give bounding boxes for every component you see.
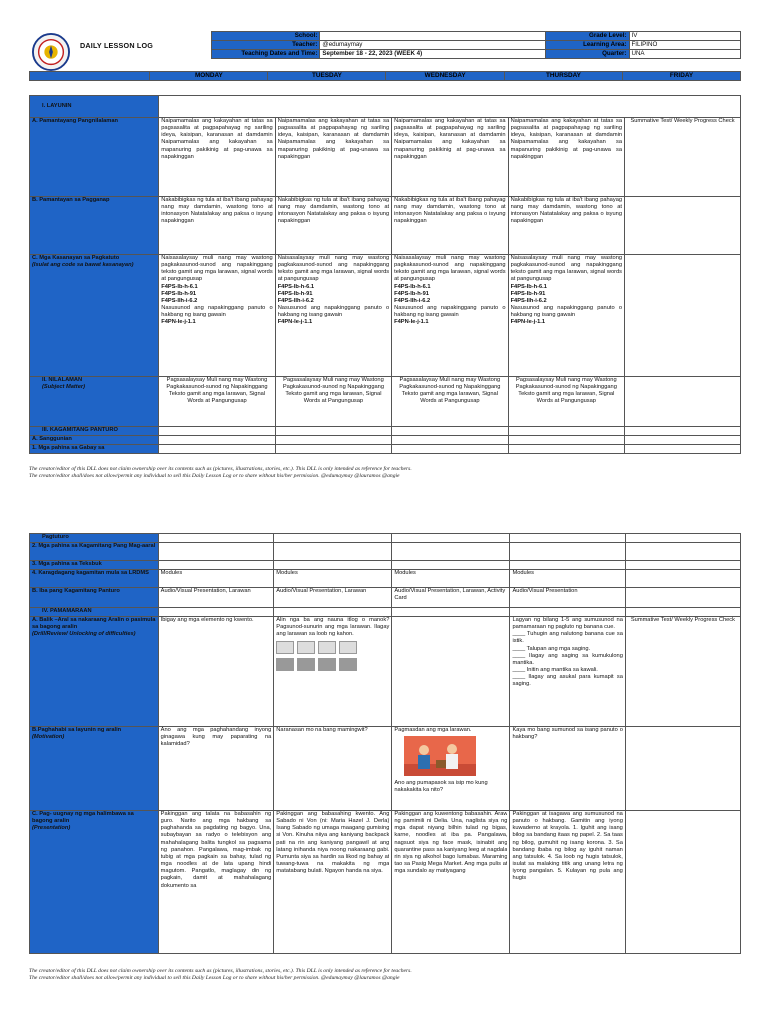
lrdms-wednesday: Modules	[392, 570, 510, 588]
thu-step-4: ____ Initin ang mantika sa kawali.	[512, 667, 598, 674]
pag-uugnay-subtitle: (Presentation)	[32, 825, 71, 832]
quarter-label: Quarter:	[546, 50, 629, 59]
c-code-4: F4PN-Ie-j-1.1	[510, 319, 546, 326]
gabay-guro-label: 1. Mga pahina sa Gabay sa	[30, 445, 159, 454]
grade-level-label: Grade Level:	[546, 32, 629, 41]
day-friday: FRIDAY	[623, 72, 741, 81]
c-objective-2: Nasusunod ang napakinggang panuto o hakbang ng isang gawain	[394, 305, 506, 319]
nilalaman-label	[30, 377, 159, 427]
sequence-images	[276, 641, 389, 654]
kasanayan-subtitle: (Isulat ang code sa bawat kasanayan)	[32, 262, 134, 269]
c-code-4: F4PN-Ie-j-1.1	[277, 319, 313, 326]
balik-aral-title: A. Balik –Aral sa nakaraang Aralin o pasimula sa bagong aralin	[32, 617, 156, 631]
c-objective-2: Nasusunod ang napakinggang panuto o hakbang ng isang gawain	[277, 305, 390, 319]
school-label: School:	[212, 32, 320, 41]
footer-ownership: The creator/editor of this DLL does not claim ownership over its contents such as (pictures, illustrations, stories, etc.). This DLL is only intended as reference for teachers.	[29, 466, 412, 472]
c-wednesday	[392, 255, 508, 377]
pamantayang-pangnilalaman-label: A. Pamantayang Pangnilalaman	[30, 118, 159, 197]
b-monday: Nakabibigkas ng tula at iba't ibang pahayag nang may damdamin, wastong tono at intonasyon Natatalakay ang paksa o isyung napakinggan	[159, 197, 275, 255]
ugn-monday-text: Pakinggan ang talata na babasahin ng guro. Narito ang mga hakbang sa paghahanda sa pagdating ng bagyo. Una, subaybayan sa radyo o telebisyon ang mahahalagang balita tungkol sa pagsama ng panahon. Pangalawa, mag-imbak ng tubig at mga pagkain sa bahay, tulad ng mga noodles at de lata upang hindi magutom. Pangatlo, maglagay din ng pagkain, damit at mahahalagang dokumento sa	[160, 811, 272, 889]
c-objective-2: Nasusunod ang napakinggang panuto o hakbang ng isang gawain	[510, 305, 623, 319]
sanggunian-label: A. Sanggunian	[30, 436, 159, 445]
thu-step-1: ____ Tuhugin ang nalutong banana cue sa istik.	[512, 631, 623, 645]
b-thursday: Nakabibigkas ng tula at iba't ibang pahayag nang may damdamin, wastong tono at intonasyon Natatalakay ang paksa o isyung napakinggan	[508, 197, 624, 255]
grade-level-value: IV	[629, 32, 741, 41]
c-code-1: F4PS-Ib-h-6.1	[277, 283, 315, 290]
pag-uugnay-label	[30, 811, 159, 954]
school-seal-logo	[32, 33, 70, 71]
pag-thursday: Kaya mo bang sumunod sa isang panuto o hakbang?	[510, 727, 625, 811]
footer-disclaimer-1	[29, 466, 412, 480]
nil-friday	[625, 377, 741, 427]
a-thursday: Naipamamalas ang kakayahan at tatas sa pagsasalita at pagpapahayag ng sariling ideya, kaisipan, karanasan at damdamin Naipamamalas ang kakayahan sa mapanuring pakikinig at pag-unawa sa napakinggan	[508, 118, 624, 197]
balik-friday: Summative Test/ Weekly Progress Check	[625, 617, 740, 727]
balik-tuesday-text: Alin nga ba ang nauna itlog o manok? Pagsunod-sunurin ang mga larawan. Ilagay ang larawan sa loob ng kahon.	[276, 617, 390, 638]
lrdms-friday	[625, 570, 740, 588]
balik-aral-label	[30, 617, 159, 727]
lrdms-monday: Modules	[158, 570, 274, 588]
day-monday: MONDAY	[150, 72, 268, 81]
pamantayan-sa-pagganap-label: B. Pamantayan sa Pagganap	[30, 197, 159, 255]
c-code-4: F4PN-Ie-j-1.1	[161, 319, 196, 326]
iba-tuesday: Audio/Visual Presentation, Larawan	[274, 588, 392, 608]
nilalaman-title: II. NILALAMAN	[42, 377, 83, 383]
answer-box-2	[297, 658, 315, 671]
day-wednesday: WEDNESDAY	[386, 72, 504, 81]
c-code-3: F4PS-IIh-i-6.2	[161, 297, 198, 304]
c-code-1: F4PS-Ib-h-6.1	[161, 283, 198, 290]
c-code-2: F4PS-Ib-h-91	[161, 290, 197, 297]
ugn-friday	[625, 811, 740, 954]
layunin-heading: I. LAYUNIN	[30, 96, 159, 118]
pag-wed-instruction: Pagmasdan ang mga larawan.	[394, 727, 472, 733]
lrdms-label: 4. Karagdagang kagamitan mula sa LRDMS	[30, 570, 159, 588]
iba-thursday: Audio/Visual Presentation	[510, 588, 625, 608]
teacher-value: @edumaymay	[320, 41, 546, 50]
thu-step-5: ____ Ilagay ang asukal para kumapit sa saging.	[512, 674, 623, 688]
footer-permission: The creator/editor shall/does not allow/permit any individual to sell this Daily Lesson Log or to share without his/her permission. @edumaymay @lauramos @angie	[29, 975, 400, 981]
a-monday: Naipamamalas ang kakayahan at tatas sa pagsasalita at pagpapahayag ng sariling ideya, kaisipan, karanasan at damdamin Naipamamalas ang kakayahan sa mapanuring pakikinig at pag-unawa sa napakinggan	[159, 118, 275, 197]
c-code-3: F4PS-IIh-i-6.2	[277, 297, 314, 304]
dates-value: September 18 - 22, 2023 (WEEK 4)	[320, 50, 546, 59]
a-friday: Summative Test/ Weekly Progress Check	[625, 118, 741, 197]
thu-step-2: ____ Talupan ang mga saging.	[512, 645, 591, 652]
dates-label: Teaching Dates and Time:	[212, 50, 320, 59]
header-info-table	[211, 31, 741, 59]
footer-disclaimer-2	[29, 968, 412, 982]
answer-box-1	[276, 658, 294, 671]
balik-aral-subtitle: (Drill/Review/ Unlocking of difficulties)	[32, 631, 136, 638]
paghahabi-label	[30, 727, 159, 811]
answer-boxes	[276, 658, 389, 671]
ugn-thursday	[510, 811, 625, 954]
c-objective-1: Naisasalaysay muli nang may wastong pagkakasunod-sunod ang napakinggang teksto gamit ang mga larawan, signal words at pangungusap	[277, 255, 390, 283]
nil-wednesday: Pagsasalaysay Muli nang may Wastong Pagkakasunod-sunod ng Napakinggang Teksto gamit ang mga larawan, Signal Words at Pangungusap	[392, 377, 508, 427]
pag-tuesday: Naranasan mo na bang mamingwit?	[274, 727, 392, 811]
quarter-value: UNA	[629, 50, 741, 59]
b-wednesday: Nakabibigkas ng tula at iba't ibang pahayag nang may damdamin, wastong tono at intonasyon Natatalakay ang paksa o isyung napakinggan	[392, 197, 508, 255]
pag-uugnay-title: C. Pag- uugnay ng mga halimbawa sa bagong aralin	[32, 811, 134, 825]
footer-permission: The creator/editor shall/does not allow/permit any individual to sell this Daily Lesson Log or to share without his/her permission. @edumaymay @lauramos @angie	[29, 473, 400, 479]
pamamaraan-heading: IV. PAMAMARAAN	[30, 608, 159, 617]
paghahabi-title: B.Paghahabi sa layunin ng aralin	[32, 727, 122, 733]
pag-wednesday	[392, 727, 510, 811]
ugn-wednesday	[392, 811, 510, 954]
c-friday	[625, 255, 741, 377]
ugn-tuesday	[274, 811, 392, 954]
pagtuturo-label: Pagtuturo	[30, 534, 159, 543]
day-tuesday: TUESDAY	[268, 72, 386, 81]
lrdms-thursday: Modules	[510, 570, 625, 588]
nil-monday: Pagsasalaysay Muli nang may Wastong Pagkakasunod-sunod ng Napakinggang Teksto gamit ang mga larawan, Signal Words at Pangungusap	[159, 377, 275, 427]
teksbuk-label: 3. Mga pahina sa Teksbuk	[30, 561, 159, 570]
footer-ownership: The creator/editor of this DLL does not claim ownership over its contents such as (pictures, illustrations, stories, etc.). This DLL is only intended as reference for teachers.	[29, 968, 412, 974]
answer-box-4	[339, 658, 357, 671]
nilalaman-subtitle: (Subject Matter)	[42, 384, 85, 391]
b-friday	[625, 197, 741, 255]
c-tuesday	[275, 255, 391, 377]
nil-tuesday: Pagsasalaysay Muli nang may Wastong Pagkakasunod-sunod ng Napakinggang Teksto gamit ang mga larawan, Signal Words at Pangungusap	[275, 377, 391, 427]
days-header-row	[29, 71, 741, 81]
iba-monday: Audio/Visual Presentation, Larawan	[158, 588, 274, 608]
c-code-4: F4PN-Ie-j-1.1	[394, 319, 429, 326]
kasanayan-label	[30, 255, 159, 377]
c-objective-1: Naisasalaysay muli nang may wastong pagkakasunod-sunod ang napakinggang teksto gamit ang mga larawan, signal words at pangungusap	[161, 255, 273, 283]
kagamitan-heading: III. KAGAMITANG PANTURO	[30, 427, 159, 436]
sequence-image-1	[276, 641, 294, 654]
kasanayan-title: C. Mga Kasanayan sa Pagkatuto	[32, 255, 120, 261]
c-code-3: F4PS-IIh-i-6.2	[510, 297, 547, 304]
learning-area-value: FILIPINO	[629, 41, 741, 50]
iba-wednesday: Audio/Visual Presentation, Larawan, Activity Card	[392, 588, 510, 608]
ugn-wednesday-text: Pakinggan ang kuwentong babasahin. Araw ng pamimili ni Delia. Una, naglista siya ng mga dapat niyang bilhin tulad ng bigas, karne, noodles at iba pa. Pangalawa, nagsuot siya ng face mask, isinabit ang quarantine pass sa kaniyang leeg at nagdala rin siya ng alkohol bago lumabas. Maraming tao sa Pasig Mega Market. Ang mga pulis at mga sundalo ay matiyagang	[394, 811, 508, 875]
iba-pang-kagamitan-label: B. Iba pang Kagamitang Panturo	[30, 588, 159, 608]
c-code-2: F4PS-Ib-h-91	[394, 290, 429, 297]
kagamitang-pang-magaaral-label: 2. Mga pahina sa Kagamitang Pang Mag-aaral	[30, 543, 159, 561]
market-illustration	[404, 736, 476, 776]
c-objective-2: Nasusunod ang napakinggang panuto o hakbang ng isang gawain	[161, 305, 273, 319]
lesson-table-page2	[29, 533, 741, 954]
pag-wed-question: Ano ang pumapasok sa isip mo kung nakakakita ka nito?	[394, 780, 488, 794]
pag-friday	[625, 727, 740, 811]
thu-step-3: ____ Ilagay ang saging sa kumukulong mantika.	[512, 652, 623, 666]
layunin-empty	[159, 96, 741, 118]
c-code-2: F4PS-Ib-h-91	[510, 290, 546, 297]
document-title: DAILY LESSON LOG	[80, 41, 154, 50]
lesson-table-page1	[29, 95, 741, 454]
teacher-label: Teacher:	[212, 41, 320, 50]
sequence-image-4	[339, 641, 357, 654]
balik-wednesday	[392, 617, 510, 727]
paghahabi-subtitle: (Motivation)	[32, 734, 65, 741]
learning-area-label: Learning Area:	[546, 41, 629, 50]
c-code-1: F4PS-Ib-h-6.1	[394, 283, 431, 290]
thu-instruction: Lagyan ng bilang 1-5 ang sumusunod na pamamaraan ng pagluto ng banana cue.	[512, 617, 623, 631]
c-code-1: F4PS-Ib-h-6.1	[510, 283, 547, 290]
ugn-monday	[158, 811, 274, 954]
ugn-thursday-text: Pakinggan at isagawa ang sumusunod na panuto o hakbang. Gamitin ang iyong kuwaderno at krayola. 1. Iguhit ang isang bilog sa bandang itaas ng papel. 2. Sa taas ng bilog, gumuhit ng isang korona. 3. Sa bandang ibaba ng bilog ay iguhit naman ang tatsulok. 4. Sa loob ng hugis tatsulok, isulat sa malaking titik ang unang letra ng iyong pangalan. 5. Kulayan ng pula ang hugis	[512, 811, 623, 882]
c-objective-1: Naisasalaysay muli nang may wastong pagkakasunod-sunod ang napakinggang teksto gamit ang mga larawan, signal words at pangungusap	[394, 255, 506, 283]
c-monday	[159, 255, 275, 377]
sequence-image-3	[318, 641, 336, 654]
a-tuesday: Naipamamalas ang kakayahan at tatas sa pagsasalita at pagpapahayag ng sariling ideya, kaisipan, karanasan at damdamin Naipamamalas ang kakayahan sa mapanuring pakikinig at pag-unawa sa napakinggan	[275, 118, 391, 197]
balik-tuesday	[274, 617, 392, 727]
lrdms-tuesday: Modules	[274, 570, 392, 588]
sequence-image-2	[297, 641, 315, 654]
school-value	[320, 32, 546, 41]
c-thursday	[508, 255, 624, 377]
b-tuesday: Nakabibigkas ng tula at iba't ibang pahayag nang may damdamin, wastong tono at intonasyon Natatalakay ang paksa o isyung napakinggan	[275, 197, 391, 255]
c-objective-1: Naisasalaysay muli nang may wastong pagkakasunod-sunod ang napakinggang teksto gamit ang mga larawan, signal words at pangungusap	[510, 255, 623, 283]
c-code-2: F4PS-Ib-h-91	[277, 290, 313, 297]
days-corner	[30, 72, 150, 81]
c-code-3: F4PS-IIh-i-6.2	[394, 297, 431, 304]
balik-monday: Ibigay ang mga elemento ng kwento.	[158, 617, 274, 727]
balik-thursday	[510, 617, 625, 727]
pag-monday: Ano ang mga paghahandang inyong ginagawa kung may paparating na kalamidad?	[158, 727, 274, 811]
ugn-tuesday-text: Pakinggan ang babasahing kwento. Ang Sabado ni Von (ni: Maria Hazel J. Derla) Isang Sabado ng umaga maagang gumising si Von. Kinuha niiya ang kaniyang backpack pati na rin ang kaniyang pangawil at ang latang inihanda niya noong nakaraang gabi. Pumunta siya sa hardin sa likod ng bahay at tuwang-tuwa na makakita ng mga matatabang bulati. Ngayon handa na siya.	[276, 811, 390, 875]
iba-friday	[625, 588, 740, 608]
a-wednesday: Naipamamalas ang kakayahan at tatas sa pagsasalita at pagpapahayag ng sariling ideya, kaisipan, karanasan at damdamin Naipamamalas ang kakayahan sa mapanuring pakikinig at pag-unawa sa napakinggan	[392, 118, 508, 197]
answer-box-3	[318, 658, 336, 671]
nil-thursday: Pagsasalaysay Muli nang may Wastong Pagkakasunod-sunod ng Napakinggang Teksto gamit ang mga larawan, Signal Words at Pangungusap	[508, 377, 624, 427]
day-thursday: THURSDAY	[504, 72, 622, 81]
